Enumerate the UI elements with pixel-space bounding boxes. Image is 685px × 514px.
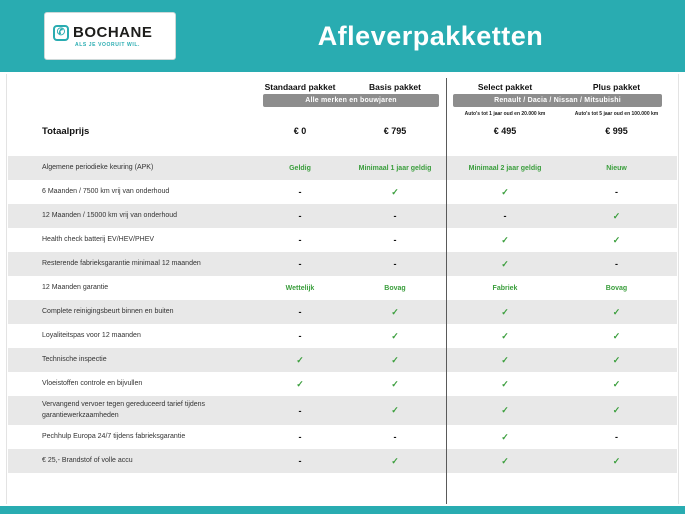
feature-value: Geldig — [289, 164, 311, 172]
price-standaard: € 0 — [293, 126, 307, 136]
check-icon: ✓ — [612, 234, 621, 245]
feature-value: Nieuw — [606, 164, 627, 172]
check-icon: ✓ — [391, 330, 399, 341]
row-label: Complete reinigingsbeurt binnen en buiten — [42, 307, 174, 315]
bottom-accent-bar — [0, 506, 685, 514]
check-icon: ✓ — [501, 234, 509, 245]
feature-value: Bovag — [384, 284, 406, 292]
section-spacer — [8, 142, 677, 156]
dash-mark: - — [298, 307, 302, 317]
check-icon: ✓ — [391, 354, 399, 365]
badge-brand-list: Renault / Dacia / Nissan / Mitsubishi — [453, 94, 662, 107]
column-header-select: Select pakket — [477, 82, 533, 92]
table-row — [8, 348, 677, 372]
check-icon: ✓ — [501, 405, 509, 415]
column-header-standaard: Standaard pakket — [264, 82, 336, 92]
check-icon: ✓ — [501, 354, 509, 365]
check-icon: ✓ — [612, 306, 621, 317]
check-icon: ✓ — [501, 306, 509, 317]
dash-mark: - — [615, 187, 618, 197]
table-row — [8, 449, 677, 473]
table-row — [8, 252, 677, 276]
check-icon: ✓ — [501, 378, 509, 389]
row-label: Health check batterij EV/HEV/PHEV — [42, 235, 155, 243]
dash-mark: - — [393, 211, 397, 221]
check-icon: ✓ — [612, 354, 621, 365]
row-label: 12 Maanden garantie — [42, 283, 109, 291]
right-edge-line — [678, 74, 679, 504]
price-basis: € 795 — [383, 126, 407, 136]
check-icon: ✓ — [612, 378, 621, 389]
bochane-logo — [44, 12, 176, 60]
group-divider-line — [446, 78, 447, 504]
price-plus: € 995 — [605, 126, 628, 136]
row-label: Vervangend vervoer tegen gereduceerd tarief tijdens garantiewerkzaamheden — [42, 401, 206, 419]
check-icon: ✓ — [296, 378, 304, 389]
row-label: 12 Maanden / 15000 km vrij van onderhoud — [42, 211, 178, 219]
dash-mark: - — [298, 235, 302, 245]
dash-mark: - — [393, 235, 397, 245]
check-icon: ✓ — [501, 186, 509, 197]
check-icon: ✓ — [391, 378, 399, 389]
logo-wordmark: BOCHANE — [73, 24, 153, 41]
dash-mark: - — [298, 432, 302, 442]
table-row — [8, 204, 677, 228]
table-row — [8, 324, 677, 348]
column-header-basis: Basis pakket — [369, 82, 421, 92]
check-icon: ✓ — [612, 210, 621, 221]
badge-all-brands: Alle merken en bouwjaren — [263, 94, 439, 107]
check-icon: ✓ — [296, 354, 304, 365]
total-price-label: Totaalprijs — [42, 125, 90, 137]
subnote-plus: Auto's tot 5 jaar oud en 100.000 km — [574, 111, 659, 117]
page-header — [0, 0, 685, 72]
dash-mark: - — [298, 405, 302, 416]
dash-mark: - — [393, 259, 397, 269]
table-row — [8, 180, 677, 204]
feature-value: Wettelijk — [285, 284, 315, 292]
check-icon: ✓ — [391, 186, 399, 197]
dash-mark: - — [615, 432, 618, 442]
feature-value: Bovag — [605, 284, 628, 292]
row-label: Resterende fabrieksgarantie minimaal 12 maanden — [42, 259, 201, 267]
bochane-phone-icon: ✆ — [53, 25, 69, 41]
row-label: Loyaliteitspas voor 12 maanden — [42, 331, 141, 339]
check-icon: ✓ — [501, 431, 509, 442]
check-icon: ✓ — [612, 455, 621, 466]
row-label: Algemene periodieke keuring (APK) — [42, 163, 154, 171]
left-edge-line — [6, 74, 7, 504]
dash-mark: - — [298, 211, 302, 221]
comparison-table — [0, 72, 685, 473]
check-icon: ✓ — [501, 455, 509, 466]
check-icon: ✓ — [391, 455, 399, 466]
logo-tagline: ALS JE VOORUIT WIL. — [75, 42, 141, 48]
logo-row — [53, 24, 167, 41]
feature-value: Fabriek — [492, 284, 518, 292]
table-row — [8, 372, 677, 396]
subnote-select: Auto's tot 1 jaar oud en 20.000 km — [464, 111, 546, 117]
row-label: Pechhulp Europa 24/7 tijdens fabrieksgarantie — [42, 432, 186, 440]
check-icon: ✓ — [391, 405, 399, 415]
column-header-plus: Plus pakket — [592, 82, 641, 92]
group-badges-row — [8, 92, 677, 108]
table-row — [8, 425, 677, 449]
page-title: Afleverpakketten — [317, 20, 544, 51]
table-row — [8, 276, 677, 300]
row-label: Technische inspectie — [42, 355, 107, 363]
dash-mark: - — [298, 331, 302, 341]
feature-rows — [8, 156, 677, 473]
check-icon: ✓ — [612, 330, 621, 341]
feature-value: Minimaal 1 jaar geldig — [358, 164, 432, 172]
dash-mark: - — [503, 211, 507, 221]
feature-value: Minimaal 2 jaar geldig — [468, 164, 542, 172]
subnotes-row — [8, 108, 677, 120]
total-price-row — [8, 120, 677, 142]
dash-mark: - — [298, 456, 302, 466]
table-row — [8, 396, 677, 425]
dash-mark: - — [298, 259, 302, 269]
dash-mark: - — [298, 187, 302, 197]
table-row — [8, 300, 677, 324]
dash-mark: - — [615, 259, 618, 269]
dash-mark: - — [393, 432, 397, 442]
price-select: € 495 — [493, 126, 517, 136]
check-icon: ✓ — [501, 258, 509, 269]
check-icon: ✓ — [501, 330, 509, 341]
row-label: Vloeistoffen controle en bijvullen — [42, 379, 143, 387]
row-label: € 25,- Brandstof of volle accu — [42, 456, 133, 464]
check-icon: ✓ — [612, 405, 621, 415]
column-headers-row — [8, 72, 677, 92]
table-row — [8, 228, 677, 252]
row-label: 6 Maanden / 7500 km vrij van onderhoud — [42, 187, 170, 195]
check-icon: ✓ — [391, 306, 399, 317]
table-row — [8, 156, 677, 180]
